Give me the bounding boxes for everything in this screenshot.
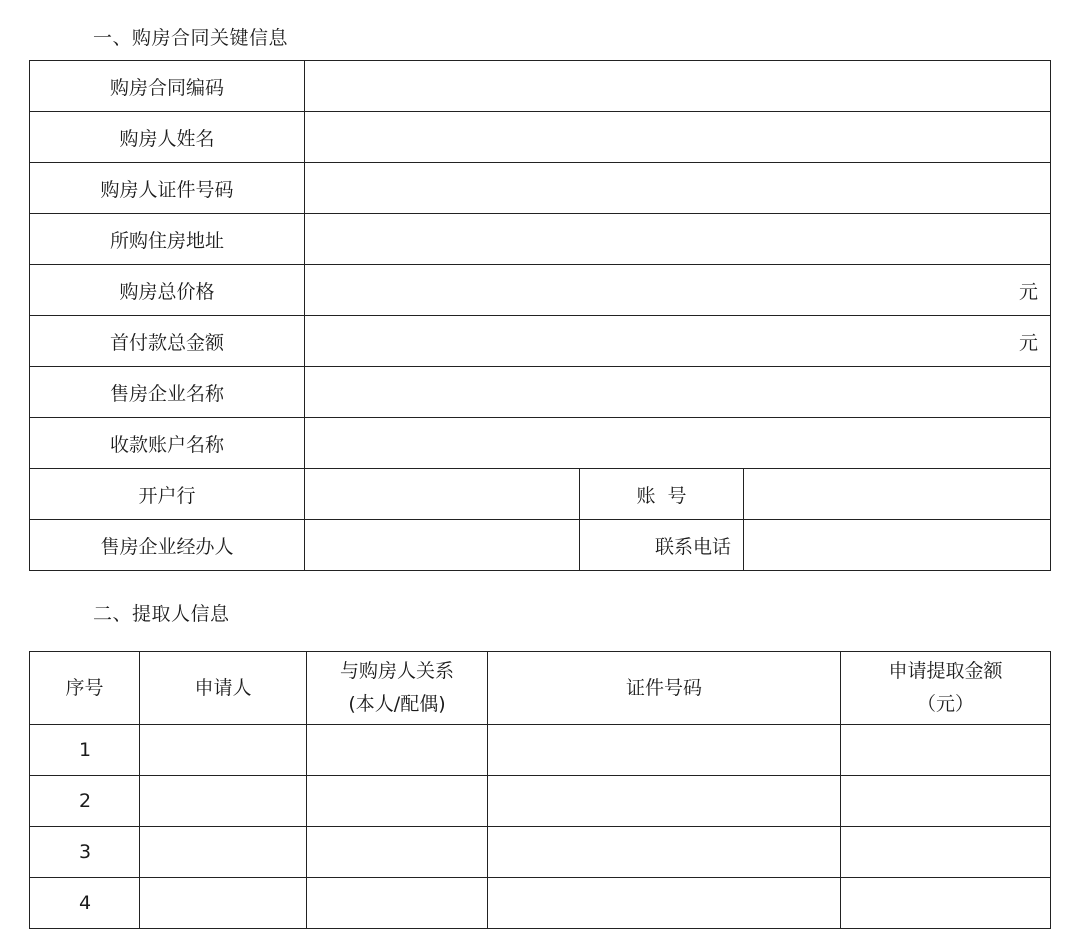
field-label: 账 号 (580, 469, 744, 520)
header-line: （元） (916, 693, 974, 715)
field-label: 售房企业经办人 (30, 520, 305, 571)
section-title-contract-info: 一、购房合同关键信息 (93, 27, 289, 49)
down-payment-field[interactable] (305, 316, 1051, 367)
table-row (30, 61, 1051, 112)
table-header-row (30, 652, 1051, 725)
table-row (30, 112, 1051, 163)
column-header-seq: 序号 (30, 652, 140, 725)
id-number-cell[interactable] (488, 878, 841, 929)
applicant-info-table (29, 651, 1051, 929)
relation-cell[interactable] (307, 827, 488, 878)
account-number-field[interactable] (744, 469, 1051, 520)
table-row (30, 316, 1051, 367)
header-line: 申请提取金额 (888, 660, 1003, 682)
table-row (30, 827, 1051, 878)
header-line: 与购房人关系 (339, 660, 454, 682)
column-header-id-number: 证件号码 (488, 652, 841, 725)
table-row (30, 265, 1051, 316)
applicant-cell[interactable] (140, 878, 307, 929)
table-row (30, 878, 1051, 929)
table-row (30, 520, 1051, 571)
contract-code-field[interactable] (305, 61, 1051, 112)
field-label: 开户行 (30, 469, 305, 520)
table-row (30, 725, 1051, 776)
field-label: 购房总价格 (30, 265, 305, 316)
unit-yuan-label: 元 (1019, 331, 1039, 354)
relation-cell[interactable] (307, 878, 488, 929)
column-header-relation (307, 652, 488, 725)
relation-cell[interactable] (307, 725, 488, 776)
account-name-field[interactable] (305, 418, 1051, 469)
buyer-id-field[interactable] (305, 163, 1051, 214)
relation-cell[interactable] (307, 776, 488, 827)
id-number-cell[interactable] (488, 725, 841, 776)
amount-cell[interactable] (841, 827, 1051, 878)
phone-field[interactable] (744, 520, 1051, 571)
table-row (30, 367, 1051, 418)
house-address-field[interactable] (305, 214, 1051, 265)
applicant-cell[interactable] (140, 827, 307, 878)
applicant-cell[interactable] (140, 725, 307, 776)
buyer-name-field[interactable] (305, 112, 1051, 163)
row-number: 3 (30, 827, 140, 878)
table-row (30, 163, 1051, 214)
total-price-field[interactable] (305, 265, 1051, 316)
field-label: 购房人证件号码 (30, 163, 305, 214)
table-row (30, 469, 1051, 520)
table-row (30, 418, 1051, 469)
contract-info-table (29, 60, 1051, 571)
column-header-applicant: 申请人 (140, 652, 307, 725)
column-header-amount (841, 652, 1051, 725)
field-label: 售房企业名称 (30, 367, 305, 418)
id-number-cell[interactable] (488, 827, 841, 878)
agent-field[interactable] (305, 520, 580, 571)
field-label: 购房人姓名 (30, 112, 305, 163)
field-label: 联系电话 (580, 520, 744, 571)
amount-cell[interactable] (841, 725, 1051, 776)
bank-field[interactable] (305, 469, 580, 520)
table-row (30, 776, 1051, 827)
field-label: 所购住房地址 (30, 214, 305, 265)
unit-yuan-label: 元 (1019, 280, 1039, 303)
table-row (30, 214, 1051, 265)
amount-cell[interactable] (841, 776, 1051, 827)
field-label: 购房合同编码 (30, 61, 305, 112)
header-line: (本人/配偶) (348, 693, 446, 715)
id-number-cell[interactable] (488, 776, 841, 827)
row-number: 2 (30, 776, 140, 827)
field-label: 收款账户名称 (30, 418, 305, 469)
field-label: 首付款总金额 (30, 316, 305, 367)
applicant-cell[interactable] (140, 776, 307, 827)
seller-name-field[interactable] (305, 367, 1051, 418)
amount-cell[interactable] (841, 878, 1051, 929)
section-title-applicant-info: 二、提取人信息 (93, 603, 230, 625)
row-number: 4 (30, 878, 140, 929)
row-number: 1 (30, 725, 140, 776)
